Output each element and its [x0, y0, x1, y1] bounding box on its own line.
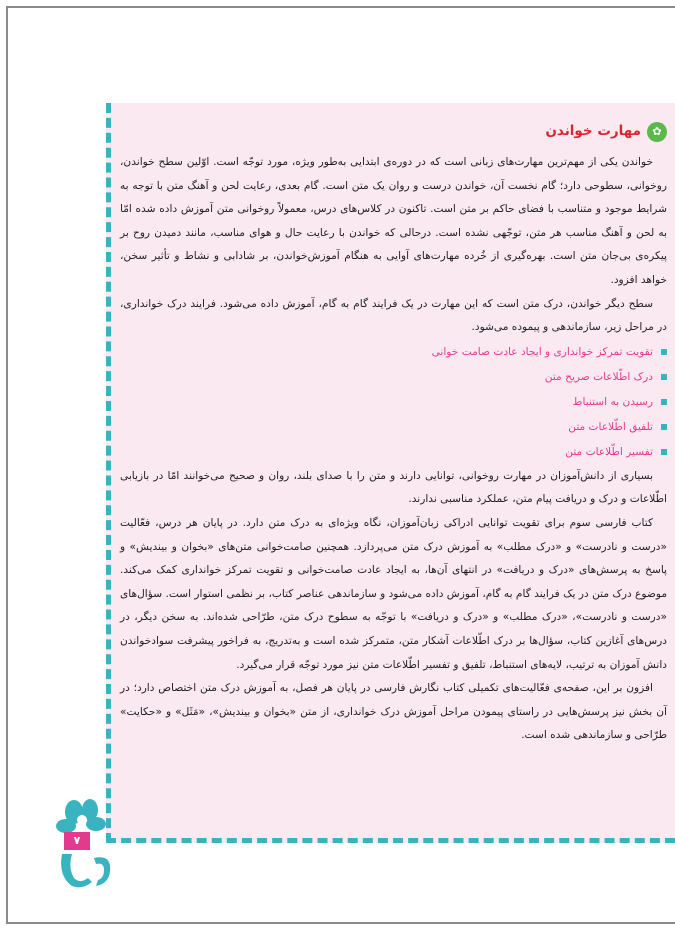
paragraph-students: بسیاری از دانش‌آموزان در مهارت روخوانی، توانایی دارند و متن را با صدای بلند، روان و صحیح می‌خوانند امّا در بازیابی اطّلاعات و درک و دریافت پیام متن، عملکرد مناسبی ندارند. — [120, 469, 667, 506]
list-item: تقویت تمرکز خوانداری و ایجاد عادت صامت خوانی — [120, 340, 667, 365]
list-item: رسیدن به استنباط — [120, 390, 667, 415]
steps-list — [120, 340, 667, 465]
list-item: تلفیق اطّلاعات متن — [120, 415, 667, 440]
article — [120, 117, 667, 831]
paragraph-comprehension: سطح دیگر خواندن، درک متن است که این مهارت در یک فرایند گام به گام، آموزش داده می‌شود. فرایند درک خوانداری، در مراحل زیر، سازماندهی و پیموده می‌شود. — [120, 297, 667, 334]
paragraph-supplement: افزون بر این، صفحه‌ی فعّالیت‌های تکمیلی کتاب نگارش فارسی در پایان هر فصل، به آموزش درک متن اختصاص دارد؛ در آن بخش نیز پرسش‌هایی در راستای پیمودن مراحل آموزش درک خوانداری، از متن «بخوان و بیندیش»، «مَثَل» و «حکایت» طرّاحی و سازماندهی شده است. — [120, 682, 667, 742]
page-number: ۷ — [64, 832, 90, 850]
content-panel — [106, 103, 675, 843]
dashed-border-left — [106, 103, 111, 843]
section-title: مهارت خواندن — [545, 123, 641, 140]
flower-icon: ✿ — [647, 122, 667, 142]
list-item: تفسیر اطّلاعات متن — [120, 440, 667, 465]
paragraph-intro: خواندن یکی از مهم‌ترین مهارت‌های زبانی است که در دوره‌ی ابتدایی به‌طور ویژه، مورد توجّه است. اوّلین سطح خواندن، روخوانی، سطوحی دارد؛ گام نخست آن، خواندن درست و روان یک متن است. گام بعدی، رعایت لحن و آهنگ متن با توجه به شرایط موجود و متناسب با فضای حاکم بر متن است. تاکنون در کلاس‌های درس، معمولاً روخوانی متن آموزش داده شده امّا به لحن و آهنگ مناسب هر متن، توجّهی نشده است. درحالی که خواندن با رعایت حال و هوای مناسب، مانند دمیدن روح بر پیکره‌ی بی‌جان متن است. بهره‌گیری از خُرده مهارت‌های آوایی به هنگام آموزش‌خواندن، بر شادابی و نشاط و تأثیر سخن، خواهد افزود. — [120, 156, 667, 286]
dashed-border-bottom — [106, 838, 675, 843]
section-heading — [120, 117, 667, 147]
paragraph-book: کتاب فارسی سوم برای تقویت توانایی ادراکی زبان‌آموزان، نگاه ویژه‌ای به درک متن دارد. در پایان هر درس، فعّالیت «درست و نادرست» و «درک مطلب» به آموزش درک متن می‌پردازد. همچنین صامت‌خوانی متن‌های «بخوان و بیندیش» و پاسخ به پرسش‌های «درک و دریافت» در انتهای آن‌ها، به ایجاد عادت صامت‌خوانی و تقویت تمرکز خوانداری کمک می‌کند. موضوع درک متن در یک فرایند گام به گام، آموزش داده می‌شود و سازماندهی عناصر کتاب، بر نظمی استوار است. سؤال‌های «درست و نادرست»، «درک مطلب» و «درک و دریافت» با توجّه به سطوح درک متن، طرّاحی شده‌اند. به سخن دیگر، در درس‌های آغازین کتاب، سؤال‌ها بر درک اطّلاعات آشکار متن، متمرکز شده است و به‌تدریج، به فراخور پیشرفت سوادخواندن دانش آموزان به ترتیب، لایه‌های استنباط، تلفیق و تفسیر اطّلاعات متن نیز مورد توجّه قرار می‌گیرد. — [120, 516, 667, 671]
list-item: درک اطّلاعات صریح متن — [120, 365, 667, 390]
